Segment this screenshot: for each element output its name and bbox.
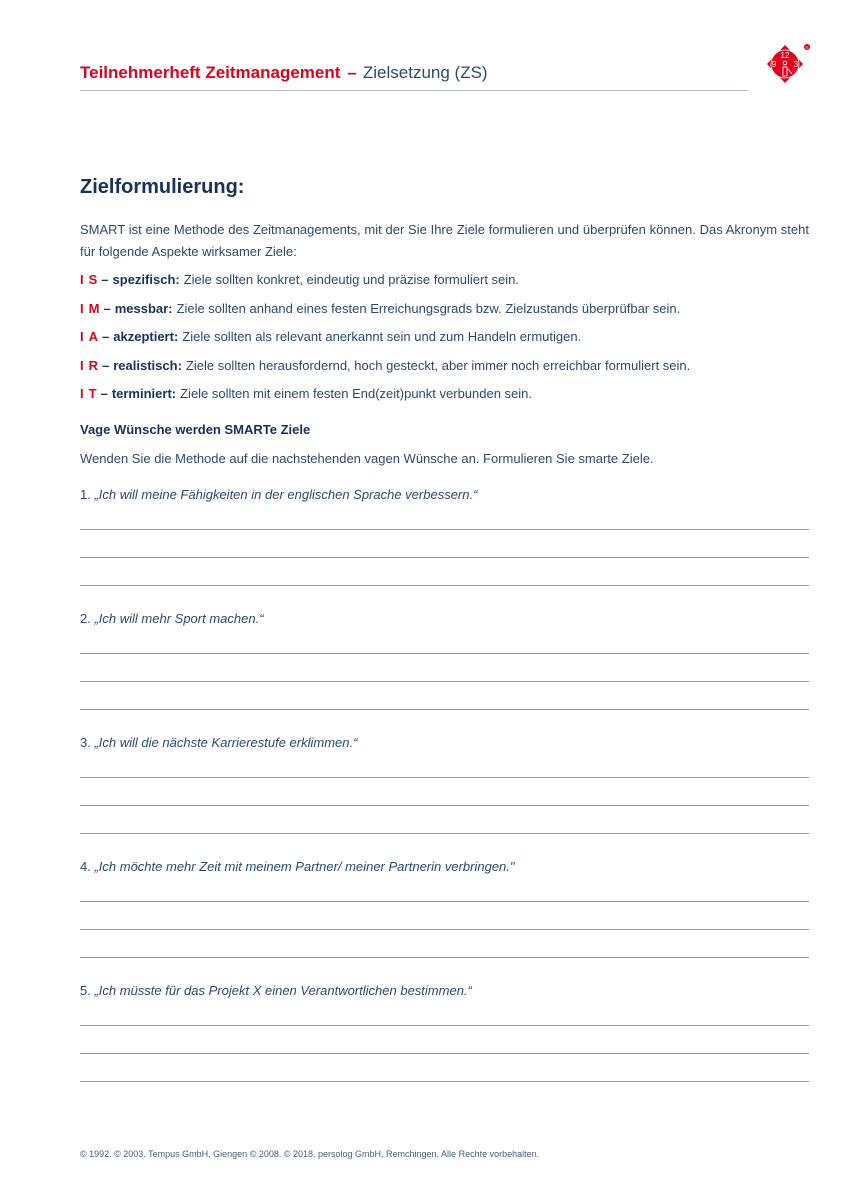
answer-line[interactable]: [80, 585, 809, 586]
smart-dash: –: [103, 300, 111, 316]
answer-line[interactable]: [80, 929, 809, 930]
header-separator: –: [347, 63, 357, 82]
answer-line[interactable]: [80, 805, 809, 806]
smart-item-a: [80, 326, 820, 355]
registered-mark: ®: [805, 45, 809, 50]
question-number: 2.: [80, 611, 91, 626]
answer-line[interactable]: [80, 557, 809, 558]
subheading: Vage Wünsche werden SMARTe Ziele: [80, 422, 311, 437]
smart-term: realistisch:: [113, 357, 182, 373]
question-5: [80, 983, 472, 998]
smart-item-s: [80, 269, 820, 298]
instruction-text: Wenden Sie die Methode auf die nachstehenden vagen Wünsche an. Formulieren Sie smarte Ziele.: [80, 451, 654, 466]
smart-description: Ziele sollten konkret, eindeutig und präzise formuliert sein.: [183, 272, 520, 287]
question-text: „Ich will mehr Sport machen.“: [94, 611, 264, 626]
question-number: 4.: [80, 859, 91, 874]
smart-description: Ziele sollten herausfordernd, hoch gesteckt, aber immer noch erreichbar formuliert sein.: [185, 357, 691, 373]
question-number: 5.: [80, 983, 91, 998]
copyright-footer: © 1992. © 2003. Tempus GmbH, Giengen © 2008. © 2018. persolog GmbH, Remchingen. Alle Rechte vorbehalten.: [80, 1149, 540, 1159]
smart-letter: R: [88, 357, 99, 373]
bullet-bar: I: [80, 272, 84, 287]
smart-dash: –: [100, 386, 108, 401]
question-text: „Ich will meine Fähigkeiten in der englischen Sprache verbessern.“: [94, 487, 478, 502]
smart-term: spezifisch:: [112, 272, 180, 287]
smart-list: [80, 269, 820, 412]
smart-letter: T: [88, 386, 97, 401]
answer-line[interactable]: [80, 957, 809, 958]
smart-dash: –: [101, 272, 109, 287]
clock-diamond-logo-icon: [763, 42, 813, 92]
question-1: [80, 487, 477, 502]
logo-text-12: 12: [780, 51, 790, 60]
question-text: „Ich möchte mehr Zeit mit meinem Partner/ meiner Partnerin verbringen.": [94, 859, 515, 874]
bullet-bar: I: [80, 386, 84, 401]
smart-letter: S: [88, 272, 98, 287]
bullet-bar: I: [80, 329, 84, 344]
question-4: [80, 859, 515, 874]
answer-line[interactable]: [80, 901, 809, 902]
answer-line[interactable]: [80, 1081, 809, 1082]
document-subtitle: Zielsetzung (ZS): [362, 63, 488, 82]
question-2: [80, 611, 264, 626]
smart-term: messbar:: [114, 300, 173, 316]
smart-term: terminiert:: [111, 386, 177, 401]
section-heading: Zielformulierung:: [80, 176, 245, 198]
smart-dash: –: [102, 357, 110, 373]
answer-line[interactable]: [80, 777, 809, 778]
smart-letter: M: [88, 300, 100, 316]
smart-item-r: [80, 355, 820, 384]
smart-item-t: [80, 383, 820, 412]
smart-term: akzeptiert:: [113, 329, 179, 344]
smart-description: Ziele sollten als relevant anerkannt sein und zum Handeln ermutigen.: [182, 329, 582, 344]
question-3: [80, 735, 357, 750]
answer-line[interactable]: [80, 653, 809, 654]
question-text: „Ich will die nächste Karrierestufe erklimmen.“: [94, 735, 358, 750]
answer-line[interactable]: [80, 529, 809, 530]
logo-text-3: 3: [793, 60, 799, 69]
question-number: 1.: [80, 487, 91, 502]
answer-line[interactable]: [80, 681, 809, 682]
smart-item-m: [80, 298, 820, 327]
smart-dash: –: [102, 329, 110, 344]
question-number: 3.: [80, 735, 91, 750]
answer-line[interactable]: [80, 1053, 809, 1054]
smart-description: Ziele sollten anhand eines festen Erreichungsgrads bzw. Zielzustands überprüfbar sein.: [176, 300, 681, 316]
intro-paragraph: SMART ist eine Methode des Zeitmanagements, mit der Sie Ihre Ziele formulieren und überprüfen können. Das Akronym steht für folgende Aspekte wirksamer Ziele:: [80, 222, 809, 259]
smart-letter: A: [88, 329, 99, 344]
bullet-bar: I: [80, 357, 84, 373]
question-text: „Ich müsste für das Projekt X einen Verantwortlichen bestimmen.“: [94, 983, 472, 998]
smart-description: Ziele sollten mit einem festen End(zeit)punkt verbunden sein.: [180, 386, 533, 401]
page-header: [80, 60, 748, 91]
answer-line[interactable]: [80, 833, 809, 834]
answer-line[interactable]: [80, 709, 809, 710]
bullet-bar: I: [80, 300, 84, 316]
logo-text-9: 9: [771, 60, 777, 69]
header-title: [80, 60, 748, 86]
document-title: Teilnehmerheft Zeitmanagement: [80, 63, 341, 82]
answer-line[interactable]: [80, 1025, 809, 1026]
